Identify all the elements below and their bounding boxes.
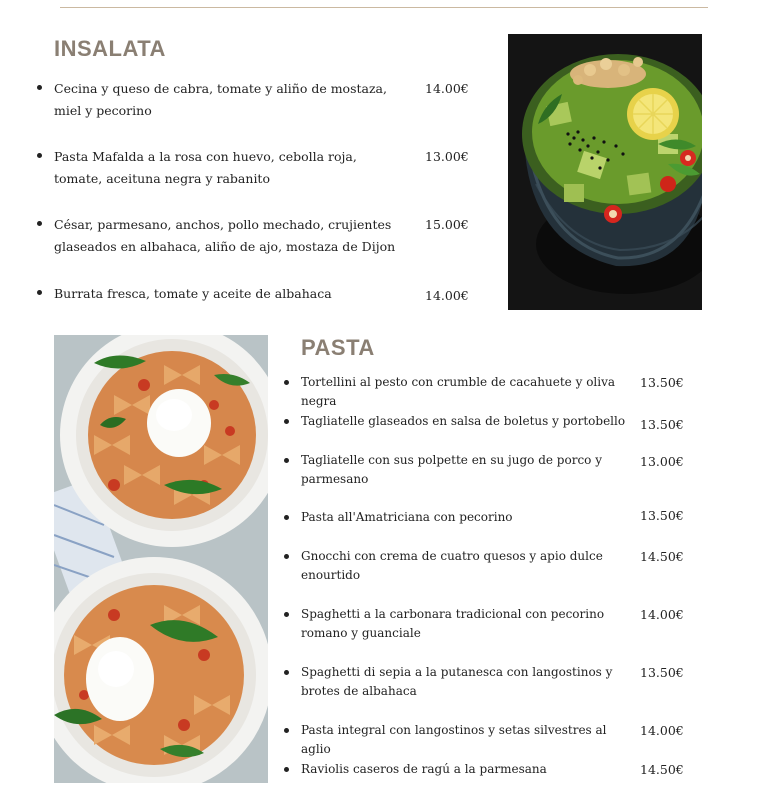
menu-item-price: 13.00€ [640,454,684,469]
menu-item-description: • Tortellini al pesto con crumble de cacahuete y oliva negra [301,375,616,408]
menu-item [301,412,691,431]
menu-item-description: • Cecina y queso de cabra, tomate y aliño de mostaza, miel y pecorino [54,81,387,118]
menu-item [301,547,691,582]
menu-item-price: 14.00€ [425,288,469,303]
menu-item-description: • Spaghetti a la carbonara tradicional con pecorino romano y guanciale [301,607,605,640]
menu-item [301,373,691,408]
salad-bowl-image [508,34,702,310]
menu-item-description: • Tagliatelle glaseados en salsa de boletus y portobello [301,414,626,428]
menu-item-description: • Pasta integral con langostinos y setas silvestres al aglio [301,723,607,756]
menu-item-description: • Spaghetti di sepia a la putanesca con langostinos y brotes de albahaca [301,665,613,698]
menu-item-description: • Pasta Mafalda a la rosa con huevo, cebolla roja, tomate, aceituna negra y rabanito [54,149,357,186]
menu-item-price: 13.50€ [640,508,684,523]
pasta-heading: PASTA [301,335,375,360]
menu-item-price: 13.00€ [425,149,469,164]
menu-item [54,146,474,186]
menu-item-price: 14.50€ [640,762,684,777]
menu-item-price: 14.00€ [640,607,684,622]
menu-item-price: 15.00€ [425,217,469,232]
menu-item-description: • Gnocchi con crema de cuatro quesos y apio dulce enourtido [301,549,603,582]
menu-item-price: 14.00€ [425,81,469,96]
menu-item [301,605,691,640]
menu-item-price: 13.50€ [640,417,684,432]
menu-item [54,283,474,302]
menu-item-price: 14.50€ [640,549,684,564]
menu-item [54,78,474,118]
menu-item-price: 13.50€ [640,375,684,390]
menu-item [301,663,691,698]
menu-item [301,760,691,779]
salad-illustration [508,34,702,310]
farfalle-pasta-image [54,335,268,783]
top-divider [60,7,708,8]
menu-item-description: • Tagliatelle con sus polpette en su jugo de porco y parmesano [301,453,602,486]
menu-item-description: • Pasta all'Amatriciana con pecorino [301,510,513,524]
insalata-heading: INSALATA [54,36,166,61]
menu-item [301,508,691,527]
menu-item-description: • César, parmesano, anchos, pollo mechado, crujientes glaseados en albahaca, aliño de ajo, mostaza de Dijon [54,217,396,254]
menu-item [301,721,691,756]
menu-item-description: • Raviolis caseros de ragú a la parmesana [301,762,547,776]
menu-item-price: 13.50€ [640,665,684,680]
menu-item [54,214,474,254]
pasta-illustration [54,335,268,783]
menu-item-description: • Burrata fresca, tomate y aceite de albahaca [54,286,332,301]
menu-item [301,451,691,486]
menu-item-price: 14.00€ [640,723,684,738]
